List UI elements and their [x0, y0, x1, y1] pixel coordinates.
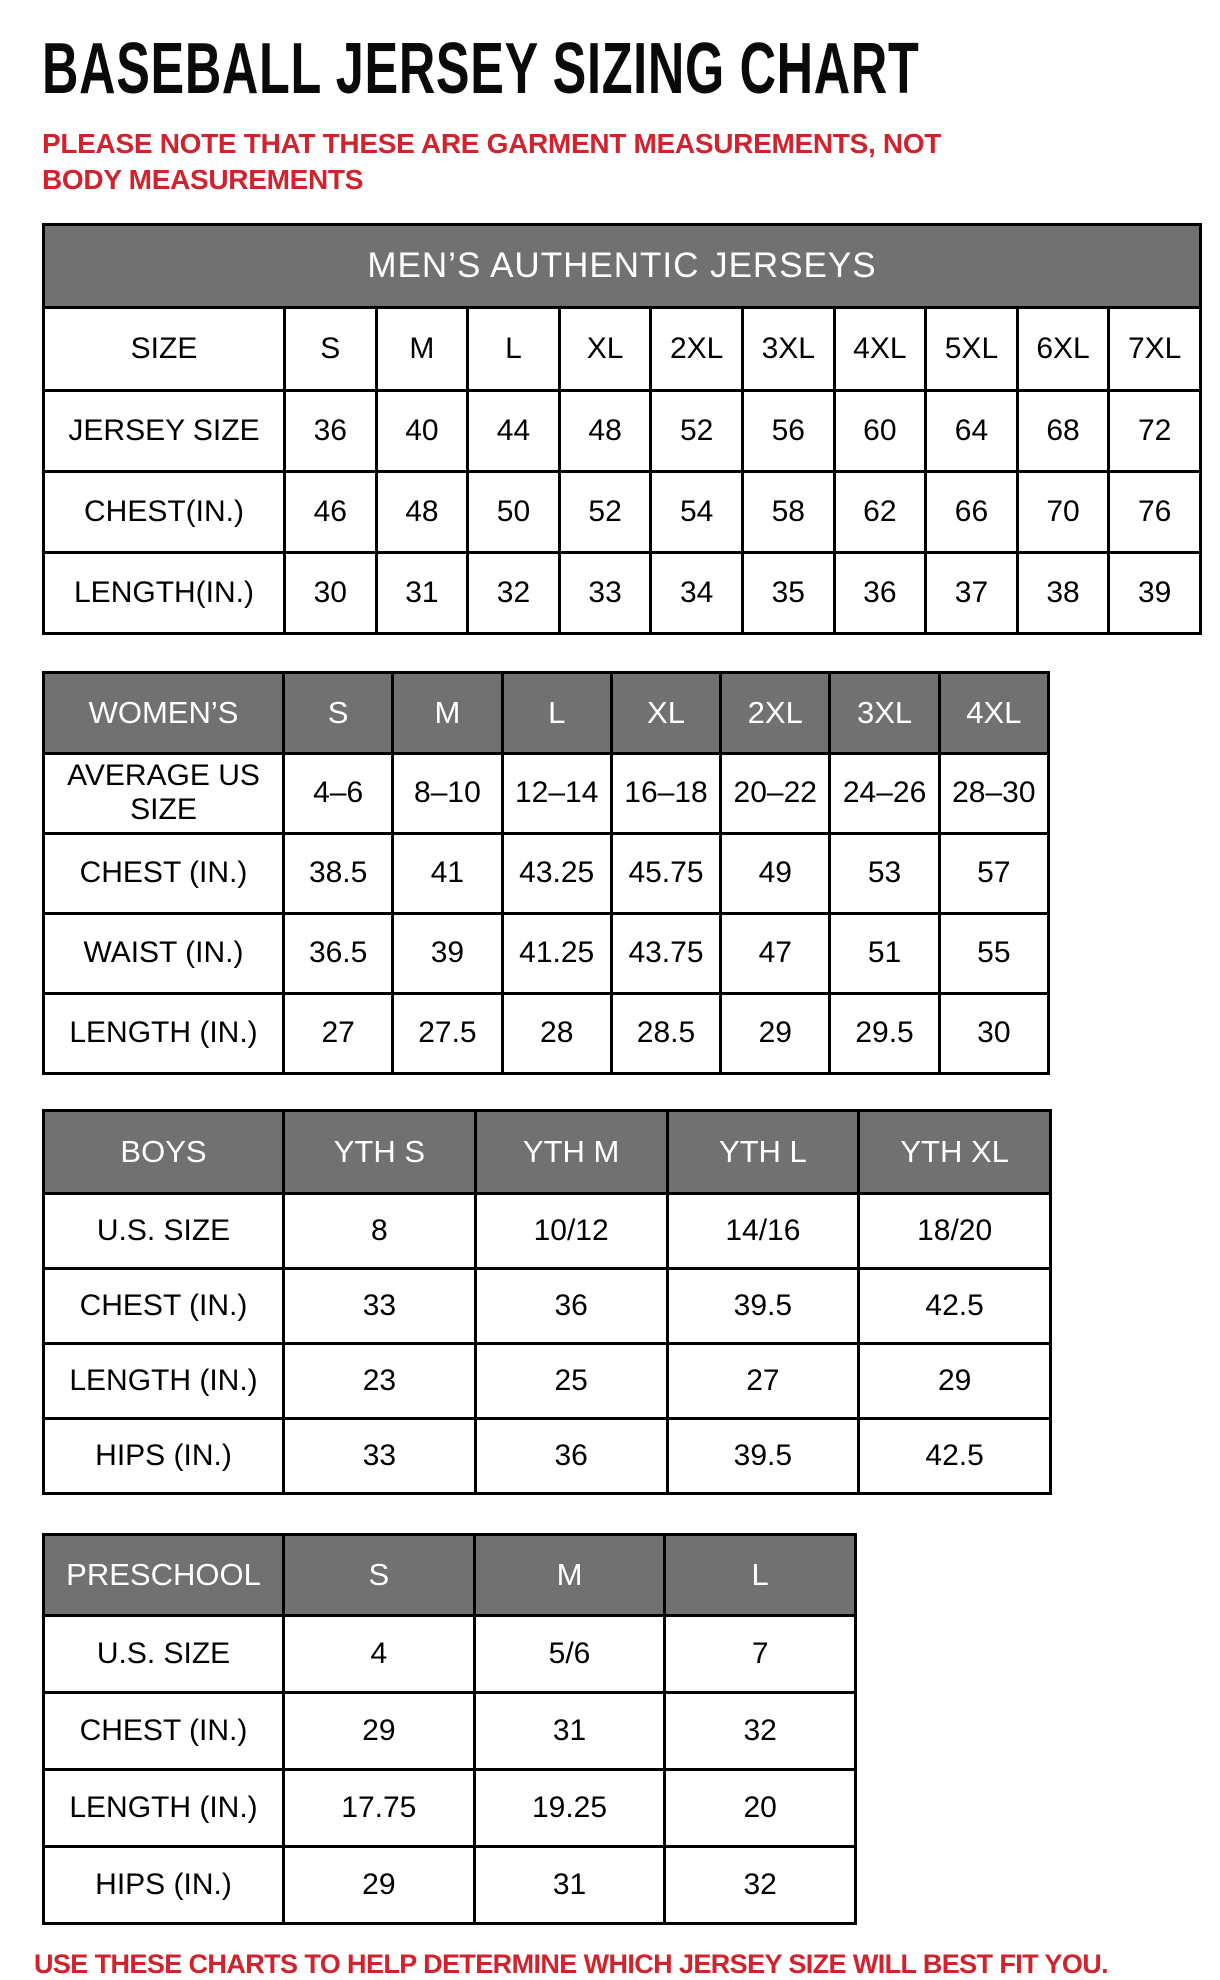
- value-cell: 19.25: [473, 1771, 664, 1845]
- preschool-row-hips: [45, 1845, 854, 1922]
- value-cell: 68: [1016, 392, 1108, 470]
- value-cell: 58: [741, 473, 833, 551]
- value-cell: 5/6: [473, 1617, 664, 1691]
- value-cell: 31: [375, 554, 467, 632]
- value-cell: 20: [663, 1771, 854, 1845]
- garment-measurements-note: PLEASE NOTE THAT THESE ARE GARMENT MEASUREMENTS, NOT BODY MEASUREMENTS: [42, 128, 942, 196]
- mens-header-cell-size: SIZE: [130, 331, 198, 365]
- row-label: U.S. SIZE: [96, 1213, 231, 1247]
- preschool-row-us-size: [45, 1614, 854, 1691]
- value-cell: 48: [375, 473, 467, 551]
- value-cell: 34: [649, 554, 741, 632]
- value-cell: 4: [282, 1617, 473, 1691]
- value-cell: 20–22: [719, 755, 828, 832]
- boys-header-cell: YTH L: [666, 1112, 858, 1192]
- value-cell: 44: [466, 392, 558, 470]
- row-label: CHEST (IN.): [79, 856, 248, 890]
- value-cell: 27: [282, 995, 391, 1072]
- value-cell: 60: [833, 392, 925, 470]
- value-cell: 27: [666, 1345, 858, 1417]
- value-cell: 4–6: [282, 755, 391, 832]
- row-label: HIPS (IN.): [95, 1867, 232, 1901]
- womens-header-cell: 2XL: [719, 674, 828, 752]
- row-label: JERSEY SIZE: [68, 413, 260, 447]
- page-title-text: BASEBALL JERSEY SIZING CHART: [42, 29, 920, 109]
- preschool-header-cell: L: [663, 1536, 854, 1614]
- value-cell: 39: [1107, 554, 1199, 632]
- mens-header-cell: 2XL: [649, 309, 741, 389]
- value-cell: 8–10: [391, 755, 500, 832]
- value-cell: 66: [924, 473, 1016, 551]
- value-cell: 43.75: [610, 915, 719, 992]
- row-label: CHEST(IN.): [84, 494, 244, 528]
- value-cell: 29: [857, 1345, 1049, 1417]
- value-cell: 8: [282, 1195, 474, 1267]
- value-cell: 30: [283, 554, 375, 632]
- value-cell: 62: [833, 473, 925, 551]
- boys-header-row: [45, 1112, 1049, 1192]
- boys-row-chest: [45, 1267, 1049, 1342]
- mens-header-cell: 7XL: [1107, 309, 1199, 389]
- value-cell: 52: [558, 473, 650, 551]
- value-cell: 72: [1107, 392, 1199, 470]
- mens-header-cell: 6XL: [1016, 309, 1108, 389]
- boys-header-cell: YTH XL: [857, 1112, 1049, 1192]
- value-cell: 17.75: [282, 1771, 473, 1845]
- womens-row-waist: [45, 912, 1047, 992]
- womens-header-cell: L: [501, 674, 610, 752]
- value-cell: 31: [473, 1694, 664, 1768]
- value-cell: 29: [719, 995, 828, 1072]
- row-label: LENGTH(IN.): [74, 575, 254, 609]
- value-cell: 12–14: [501, 755, 610, 832]
- value-cell: 39.5: [666, 1270, 858, 1342]
- mens-table: [42, 223, 1202, 635]
- mens-row-length: [45, 551, 1199, 632]
- boys-row-us-size: [45, 1192, 1049, 1267]
- mens-header-cell: S: [283, 309, 375, 389]
- value-cell: 31: [473, 1848, 664, 1922]
- preschool-row-chest: [45, 1691, 854, 1768]
- mens-table-banner: MEN’S AUTHENTIC JERSEYS: [45, 226, 1199, 309]
- value-cell: 16–18: [610, 755, 719, 832]
- value-cell: 70: [1016, 473, 1108, 551]
- value-cell: 28–30: [938, 755, 1047, 832]
- boys-header-cell: YTH M: [474, 1112, 666, 1192]
- row-label: LENGTH (IN.): [69, 1016, 258, 1050]
- row-label: HIPS (IN.): [95, 1438, 232, 1472]
- value-cell: 36: [833, 554, 925, 632]
- womens-row-chest: [45, 832, 1047, 912]
- mens-size-header-row: [45, 309, 1199, 389]
- value-cell: 56: [741, 392, 833, 470]
- value-cell: 37: [924, 554, 1016, 632]
- value-cell: 55: [938, 915, 1047, 992]
- value-cell: 47: [719, 915, 828, 992]
- value-cell: 45.75: [610, 835, 719, 912]
- womens-table: [42, 671, 1050, 1075]
- value-cell: 29: [282, 1848, 473, 1922]
- mens-header-cell: M: [375, 309, 467, 389]
- row-label: WAIST (IN.): [83, 936, 244, 970]
- mens-header-cell: XL: [558, 309, 650, 389]
- preschool-header-cell: M: [473, 1536, 664, 1614]
- page-title: [42, 26, 1220, 112]
- value-cell: 18/20: [857, 1195, 1049, 1267]
- preschool-header-cell-title: PRESCHOOL: [45, 1536, 282, 1614]
- value-cell: 29.5: [828, 995, 937, 1072]
- value-cell: 76: [1107, 473, 1199, 551]
- value-cell: 35: [741, 554, 833, 632]
- value-cell: 36: [474, 1270, 666, 1342]
- row-label: LENGTH (IN.): [69, 1790, 258, 1824]
- value-cell: 32: [466, 554, 558, 632]
- mens-header-cell: L: [466, 309, 558, 389]
- womens-header-cell: M: [391, 674, 500, 752]
- value-cell: 50: [466, 473, 558, 551]
- value-cell: 36: [474, 1420, 666, 1492]
- womens-row-us-size: [45, 752, 1047, 832]
- value-cell: 42.5: [857, 1270, 1049, 1342]
- womens-header-cell: XL: [610, 674, 719, 752]
- value-cell: 32: [663, 1848, 854, 1922]
- boys-header-cell: YTH S: [282, 1112, 474, 1192]
- value-cell: 33: [558, 554, 650, 632]
- value-cell: 36: [283, 392, 375, 470]
- value-cell: 41.25: [501, 915, 610, 992]
- preschool-header-cell: S: [282, 1536, 473, 1614]
- row-label: AVERAGE US SIZE: [67, 758, 260, 827]
- value-cell: 38.5: [282, 835, 391, 912]
- value-cell: 33: [282, 1270, 474, 1342]
- row-label: CHEST (IN.): [79, 1713, 248, 1747]
- value-cell: 38: [1016, 554, 1108, 632]
- value-cell: 29: [282, 1694, 473, 1768]
- value-cell: 7: [663, 1617, 854, 1691]
- value-cell: 30: [938, 995, 1047, 1072]
- womens-header-cell: S: [282, 674, 391, 752]
- value-cell: 53: [828, 835, 937, 912]
- value-cell: 54: [649, 473, 741, 551]
- womens-header-cell: 4XL: [938, 674, 1047, 752]
- value-cell: 49: [719, 835, 828, 912]
- womens-header-row: [45, 674, 1047, 752]
- womens-row-length: [45, 992, 1047, 1072]
- value-cell: 14/16: [666, 1195, 858, 1267]
- value-cell: 39.5: [666, 1420, 858, 1492]
- boys-row-hips: [45, 1417, 1049, 1492]
- womens-header-cell: 3XL: [828, 674, 937, 752]
- boys-table: [42, 1109, 1052, 1495]
- mens-header-cell: 5XL: [924, 309, 1016, 389]
- value-cell: 28.5: [610, 995, 719, 1072]
- mens-row-chest: [45, 470, 1199, 551]
- value-cell: 25: [474, 1345, 666, 1417]
- row-label: CHEST (IN.): [79, 1288, 248, 1322]
- preschool-header-row: [45, 1536, 854, 1614]
- value-cell: 48: [558, 392, 650, 470]
- value-cell: 46: [283, 473, 375, 551]
- value-cell: 36.5: [282, 915, 391, 992]
- value-cell: 32: [663, 1694, 854, 1768]
- value-cell: 27.5: [391, 995, 500, 1072]
- value-cell: 33: [282, 1420, 474, 1492]
- value-cell: 43.25: [501, 835, 610, 912]
- value-cell: 52: [649, 392, 741, 470]
- value-cell: 51: [828, 915, 937, 992]
- row-label: LENGTH (IN.): [69, 1363, 258, 1397]
- row-label: U.S. SIZE: [96, 1636, 231, 1670]
- mens-header-cell: 4XL: [833, 309, 925, 389]
- value-cell: 28: [501, 995, 610, 1072]
- footer-note: USE THESE CHARTS TO HELP DETERMINE WHICH JERSEY SIZE WILL BEST FIT YOU.: [34, 1948, 1109, 1979]
- value-cell: 40: [375, 392, 467, 470]
- boys-row-length: [45, 1342, 1049, 1417]
- womens-header-cell-title: WOMEN’S: [45, 674, 282, 752]
- value-cell: 57: [938, 835, 1047, 912]
- value-cell: 41: [391, 835, 500, 912]
- value-cell: 10/12: [474, 1195, 666, 1267]
- mens-row-jersey-size: [45, 389, 1199, 470]
- value-cell: 24–26: [828, 755, 937, 832]
- value-cell: 23: [282, 1345, 474, 1417]
- mens-header-cell: 3XL: [741, 309, 833, 389]
- value-cell: 39: [391, 915, 500, 992]
- preschool-row-length: [45, 1768, 854, 1845]
- boys-header-cell-title: BOYS: [45, 1112, 282, 1192]
- value-cell: 42.5: [857, 1420, 1049, 1492]
- preschool-table: [42, 1533, 857, 1925]
- value-cell: 64: [924, 392, 1016, 470]
